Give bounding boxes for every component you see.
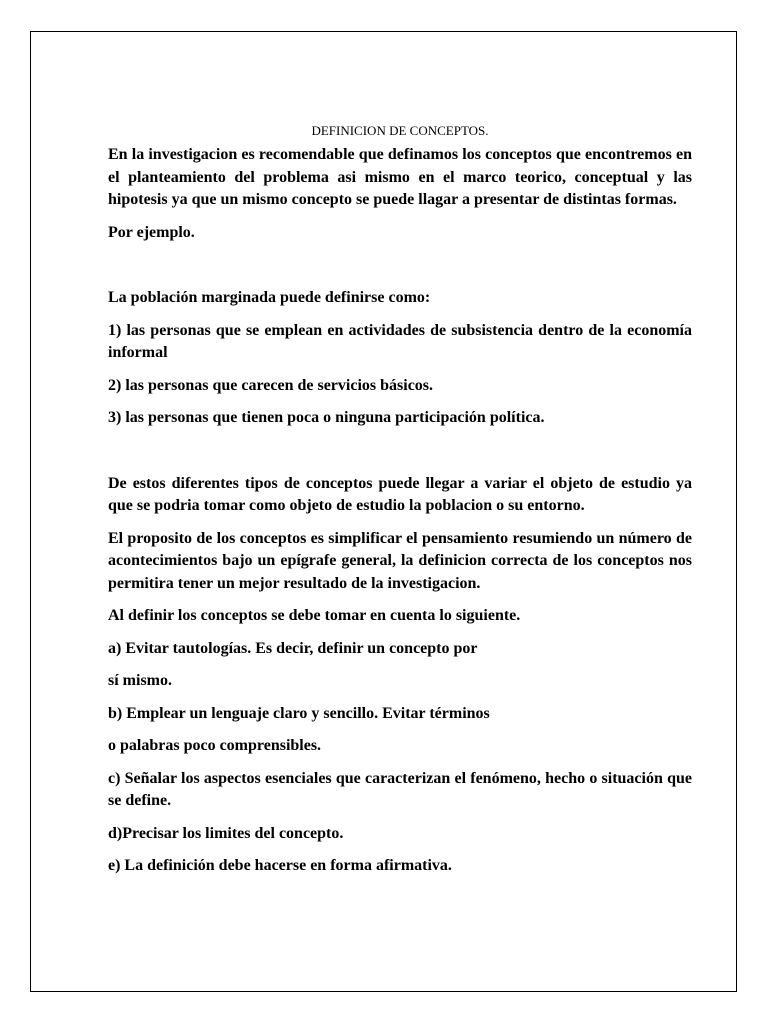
example-label: Por ejemplo. [108, 223, 195, 241]
definition-item-2: 2) las personas que carecen de servicios básicos. [108, 376, 434, 394]
definition-item-3: 3) las personas que tienen poca o ninguna participación política. [108, 409, 545, 426]
intro-paragraph: En la investigacion es recomendable que definamos los conceptos que encontremos en el planteamiento del problema asi mismo en el marco teorico, conceptual y las hipotesis ya que un mismo concepto se puede llagar a presentar de distintas formas. [108, 146, 692, 208]
rule-b-line-1: b) Emplear un lenguaje claro y sencillo. Evitar términos [108, 704, 490, 722]
rules-intro: Al definir los conceptos se debe tomar en cuenta lo siguiente. [108, 607, 521, 624]
document-title: DEFINICION DE CONCEPTOS. [311, 123, 489, 138]
definition-item-1: 1) las personas que se emplean en actividades de subsistencia dentro de la economía informal [108, 321, 692, 361]
document-content [108, 122, 692, 878]
rule-d: d)Precisar los limites del concepto. [108, 824, 344, 842]
population-heading: La población marginada puede definirse como: [108, 289, 431, 306]
types-paragraph: De estos diferentes tipos de conceptos puede llegar a variar el objeto de estudio ya que se podria tomar como objeto de estudio la poblacion o su entorno. [108, 474, 692, 514]
rule-a-line-1: a) Evitar tautologías. Es decir, definir un concepto por [108, 639, 478, 657]
rule-c: c) Señalar los aspectos esenciales que caracterizan el fenómeno, hecho o situación que se define. [108, 769, 692, 809]
rule-e: e) La definición debe hacerse en forma afirmativa. [108, 857, 452, 874]
document-page [30, 31, 737, 992]
purpose-paragraph: El proposito de los conceptos es simplificar el pensamiento resumiendo un número de acontecimientos bajo un epígrafe general, la definicion correcta de los conceptos nos permitira tener un mejor resultado de la investigacion. [108, 529, 692, 592]
rule-a-line-2: sí mismo. [108, 672, 172, 689]
rule-b-line-2: o palabras poco comprensibles. [108, 737, 322, 754]
